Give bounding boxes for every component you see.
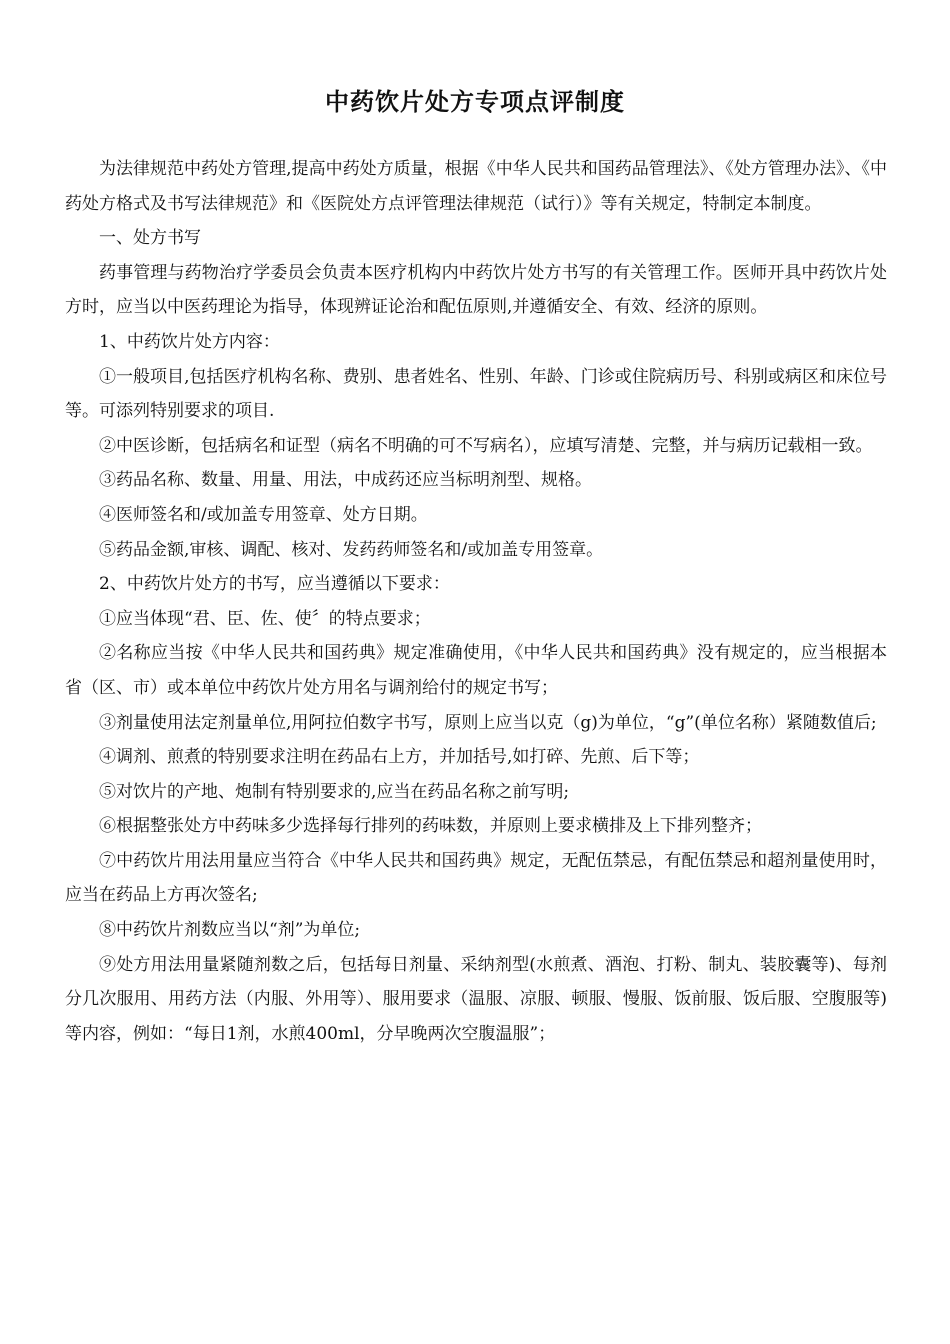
subsection-heading-writing-rules: 2、中药饮片处方的书写，应当遵循以下要求： xyxy=(99,574,450,595)
list-item-rule-7: ⑦中药饮片用法用量应当符合《中华人民共和国药典》规定，无配伍禁忌，有配伍禁忌和超剂量使用时，应当在药品上方再次签名; xyxy=(65,850,887,906)
list-item-rule-8: ⑧中药饮片剂数应当以“剂”为单位; xyxy=(99,920,361,941)
list-item-rule-4: ④调剂、煎煮的特别要求注明在药品右上方，并加括号,如打碎、先煎、后下等； xyxy=(99,747,700,768)
list-item-rule-1: ①应当体现“君、臣、佐、使〞的特点要求； xyxy=(99,608,431,629)
section-heading-prescription-writing: 一、处方书写 xyxy=(99,228,201,249)
list-item-content-4: ④医师签名和/或加盖专用签章、处方日期。 xyxy=(99,504,428,525)
document-body xyxy=(65,152,887,1051)
list-item-rule-3: ③剂量使用法定剂量单位,用阿拉伯数字书写，原则上应当以克（g)为单位，“g”(单位名称）紧随数值后; xyxy=(99,712,877,733)
list-item-rule-6: ⑥根据整张处方中药味多少选择每行排列的药味数，并原则上要求横排及上下排列整齐； xyxy=(99,816,762,837)
list-item-rule-9: ⑨处方用法用量紧随剂数之后，包括每日剂量、采纳剂型(水煎煮、酒泡、打粉、制丸、装胶囊等)、每剂分几次服用、用药方法（内服、外用等）、服用要求（温服、凉服、顿服、慢服、饭前服、饭后服、空腹服等)等内容，例如：“每日1剂，水煎400ml，分早晚两次空腹温服”； xyxy=(65,954,887,1044)
subsection-heading-content: 1、中药饮片处方内容： xyxy=(99,331,280,352)
list-item-content-2: ②中医诊断，包括病名和证型（病名不明确的可不写病名），应填写清楚、完整，并与病历记载相一致。 xyxy=(99,435,873,456)
list-item-content-5: ⑤药品金额,审核、调配、核对、发药药师签名和/或加盖专用签章。 xyxy=(99,539,604,560)
paragraph-committee: 药事管理与药物治疗学委员会负责本医疗机构内中药饮片处方书写的有关管理工作。医师开具中药饮片处方时，应当以中医药理论为指导，体现辨证论治和配伍原则,并遵循安全、有效、经济的原则。 xyxy=(65,262,887,318)
list-item-content-1: ①一般项目,包括医疗机构名称、费别、患者姓名、性别、年龄、门诊或住院病历号、科别或病区和床位号等。可添列特别要求的项目. xyxy=(65,366,887,422)
list-item-content-3: ③药品名称、数量、用量、用法，中成药还应当标明剂型、规格。 xyxy=(99,470,592,491)
paragraph-intro: 为法律规范中药处方管理,提高中药处方质量，根据《中华人民共和国药品管理法》、《处方管理办法》、《中药处方格式及书写法律规范》和《医院处方点评管理法律规范（试行）》等有关规定，特制定本制度。 xyxy=(65,159,887,214)
list-item-rule-5: ⑤对饮片的产地、炮制有特别要求的,应当在药品名称之前写明; xyxy=(99,781,570,802)
list-item-rule-2: ②名称应当按《中华人民共和国药典》规定准确使用，《中华人民共和国药典》没有规定的，应当根据本省（区、市）或本单位中药饮片处方用名与调剂给付的规定书写； xyxy=(65,643,887,698)
document-title: 中药饮片处方专项点评制度 xyxy=(325,88,625,116)
